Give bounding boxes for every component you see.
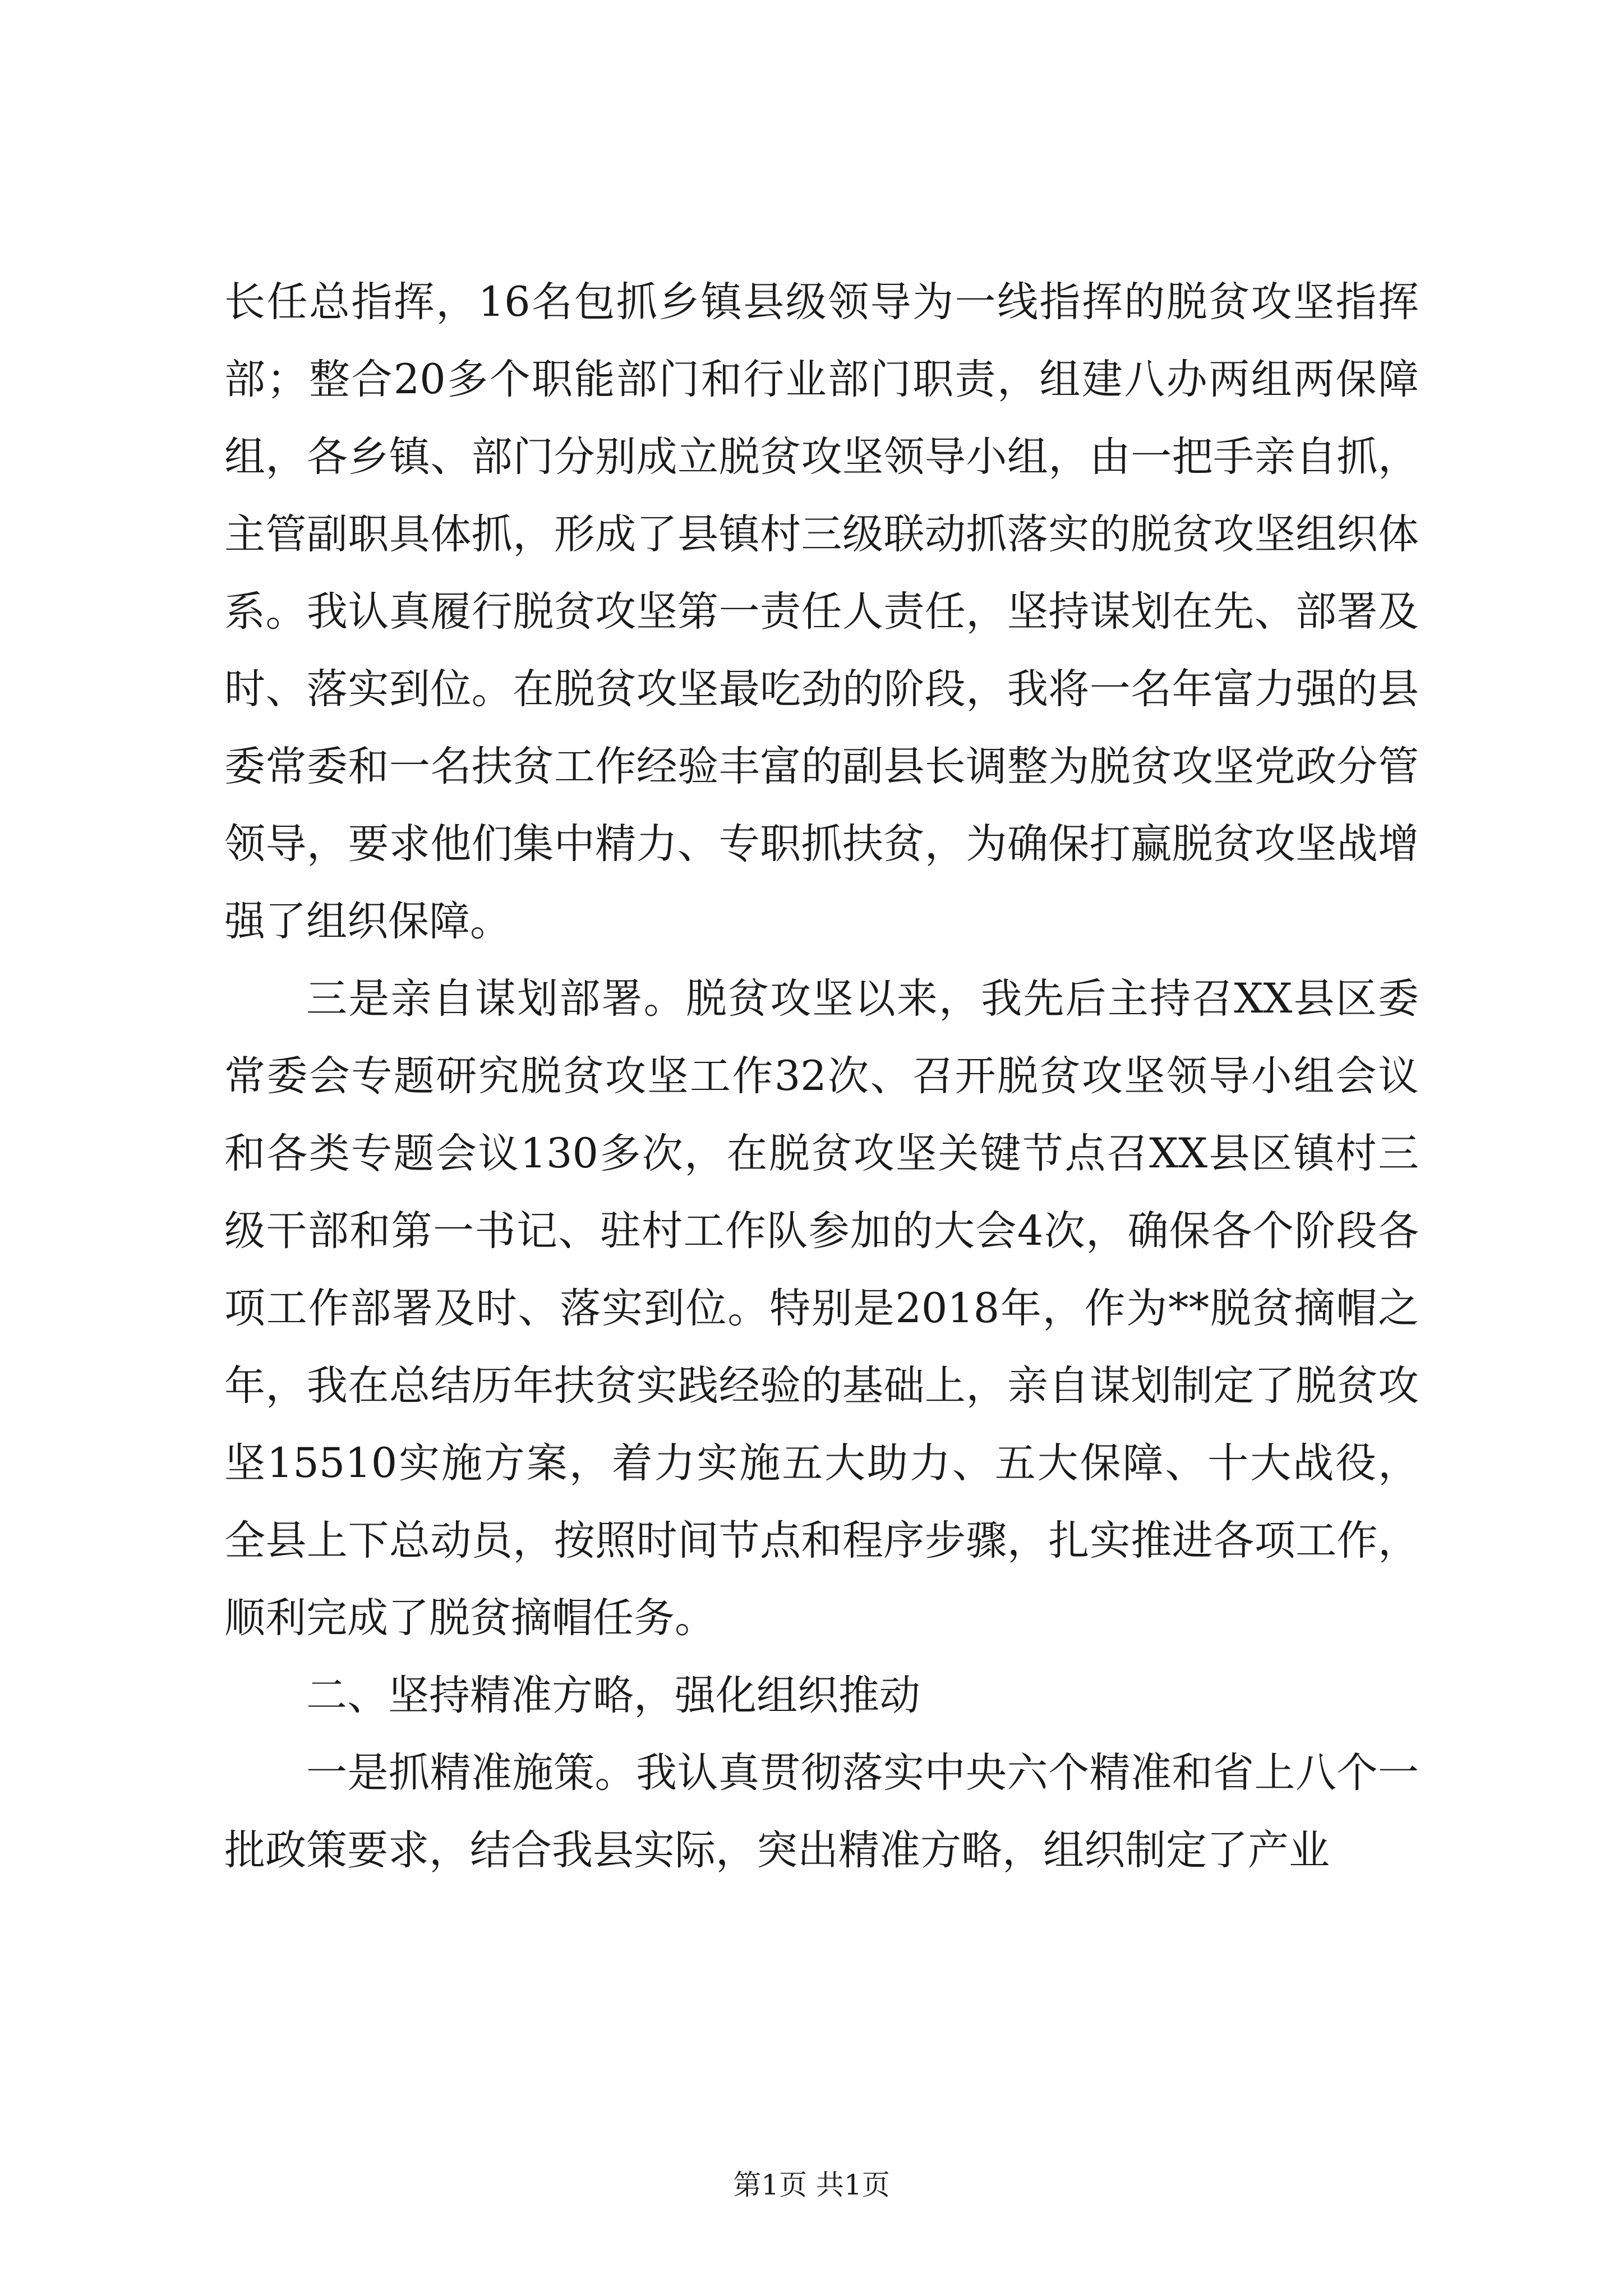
document-body bbox=[224, 264, 1419, 1889]
page-footer: 第1页 共1页 bbox=[733, 2169, 890, 2201]
paragraph-continuation: 长任总指挥，16名包抓乡镇县级领导为一线指挥的脱贫攻坚指挥部；整合20多个职能部门和行业部门职责，组建八办两组两保障组，各乡镇、部门分别成立脱贫攻坚领导小组，由一把手亲自抓，主管副职具体抓，形成了县镇村三级联动抓落实的脱贫攻坚组织体系。我认真履行脱贫攻坚第一责任人责任，坚持谋划在先、部署及时、落实到位。在脱贫攻坚最吃劲的阶段，我将一名年富力强的县委常委和一名扶贫工作经验丰富的副县长调整为脱贫攻坚党政分管领导，要求他们集中精力、专职抓扶贫，为确保打赢脱贫攻坚战增强了组织保障。 bbox=[224, 278, 1419, 945]
paragraph-planning-deployment: 三是亲自谋划部署。脱贫攻坚以来，我先后主持召XX县区委常委会专题研究脱贫攻坚工作32次、召开脱贫攻坚领导小组会议和各类专题会议130多次，在脱贫攻坚关键节点召XX县区镇村三级干部和第一书记、驻村工作队参加的大会4次，确保各个阶段各项工作部署及时、落实到位。特别是2018年，作为**脱贫摘帽之年，我在总结历年扶贫实践经验的基础上，亲自谋划制定了脱贫攻坚15510实施方案，着力实施五大助力、五大保障、十大战役，全县上下总动员，按照时间节点和程序步骤，扎实推进各项工作，顺利完成了脱贫摘帽任务。 bbox=[224, 975, 1419, 1642]
section-heading: 二、坚持精准方略，强化组织推动 bbox=[306, 1672, 920, 1719]
paragraph-precise-policy: 一是抓精准施策。我认真贯彻落实中央六个精准和省上八个一批政策要求，结合我县实际，突出精准方略，组织制定了产业 bbox=[224, 1749, 1419, 1874]
